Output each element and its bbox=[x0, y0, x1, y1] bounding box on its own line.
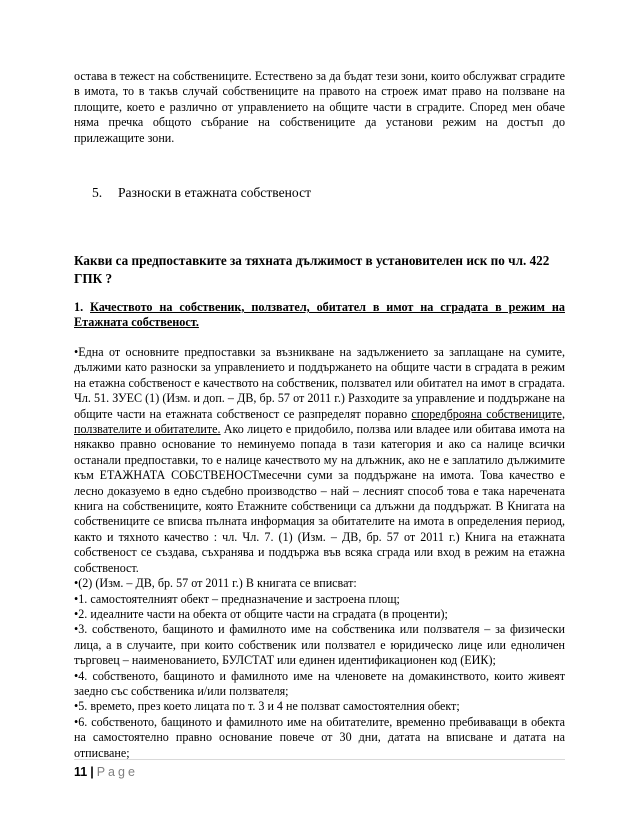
question-heading: Какви са предпоставките за тяхната дължимост в установителен иск по чл. 422 ГПК ? bbox=[74, 253, 550, 286]
subheading-number: 1. bbox=[74, 300, 84, 314]
list-item: •2. идеалните части на обекта от общите части на сградата (в проценти); bbox=[74, 606, 448, 621]
body-paragraph-part: Ако лицето е придобило, ползва или владее или обитава имота на някакво правно основание то неминуемо попада в тази категория и ако са налице всички останали предпоставки, то е налице качеството му на длъжник, ако не е заплатило дължимите към ЕТАЖНАТА СОБСТВЕНОСТмесечни суми за поддържане на имота. Това качество е лесно доказуемо в едно съдебно производство – най – лесният способ това е така наречената книга на собствениците, която Етажните собственици са длъжни да поддържат. В Книгата на собствениците се вписва пълната информация за обитателите на имота в определения период, както и тяхното качество : чл. Чл. 7. (1) (Изм. – ДВ, бр. 57 от 2011 г.) Книга на етажната собственост се създава, съхранява и поддържа във всяка сграда или вход в режим на етажна собственост. bbox=[74, 422, 565, 575]
section-title: Разноски в етажната собственост bbox=[118, 185, 312, 200]
body-text bbox=[74, 345, 565, 761]
underlined-phrase: споредброяна собствениците, ползвателите и обитателите. bbox=[74, 406, 566, 437]
list-item: •4. собственото, бащиното и фамилното име на членовете на домакинството, които живеят заедно със собственика и/или ползвателя; bbox=[74, 668, 565, 698]
page-footer bbox=[74, 764, 138, 780]
list-item: •3. собственото, бащиното и фамилното име на собственика или ползвателя – за физически лица, а в случаите, при които собственик или ползвател е юридическо лице или едноличен търговец – наименованието, БУЛСТАТ или единен идентификационен код (ЕИК); bbox=[74, 622, 565, 668]
list-item: •6. собственото, бащиното и фамилното име на обитателите, временно пребиваващи в обекта на самостоятелно правно основание повече от 30 дни, датата на вписване и датата на отписване; bbox=[74, 714, 565, 760]
subheading-text: Качеството на собственик, ползвател, обитател в имот на сградата в режим на Етажната собственост. bbox=[74, 300, 565, 330]
list-item: •5. времето, през което лицата по т. 3 и 4 не ползват самостоятелния обект; bbox=[74, 699, 460, 714]
intro-paragraph: остава в тежест на собствениците. Естествено за да бъдат тези зони, които обслужват сградите в имота, то в такъв случай собствениците на правото на строеж имат право на ползване на площите, което е различно от управлението на общите части в сградите. Според мен обаче няма пречка общото събрание на собствениците да установи режим на достъп до прилежащите зони. bbox=[74, 69, 565, 145]
body-paragraph-part: •Една от основните предпоставки за възникване на задължението за заплащане на сумите, дължими като разноски за управлението и поддържането на общите части в сградата в режим на етажна собственост е качеството на собственик, ползвател или обитател на имот в сградата. Чл. 51. ЗУЕС (1) (Изм. и доп. – ДВ, бр. 57 от 2011 г.) Разходите за управление и поддържане на общите части на етажната собственост се разпределят поравно bbox=[74, 345, 565, 421]
body-paragraph bbox=[74, 345, 565, 576]
page-number: 11 bbox=[74, 765, 88, 779]
subheading bbox=[74, 300, 565, 331]
footer-separator: | bbox=[90, 765, 94, 779]
page-label: Page bbox=[96, 765, 138, 779]
section-number: 5. bbox=[92, 185, 103, 200]
list-item: •1. самостоятелният обект – предназначение и застроена площ; bbox=[74, 591, 400, 606]
list-item: •(2) (Изм. – ДВ, бр. 57 от 2011 г.) В книгата се вписват: bbox=[74, 576, 357, 591]
footer-divider bbox=[74, 759, 565, 760]
section-heading bbox=[92, 184, 311, 201]
